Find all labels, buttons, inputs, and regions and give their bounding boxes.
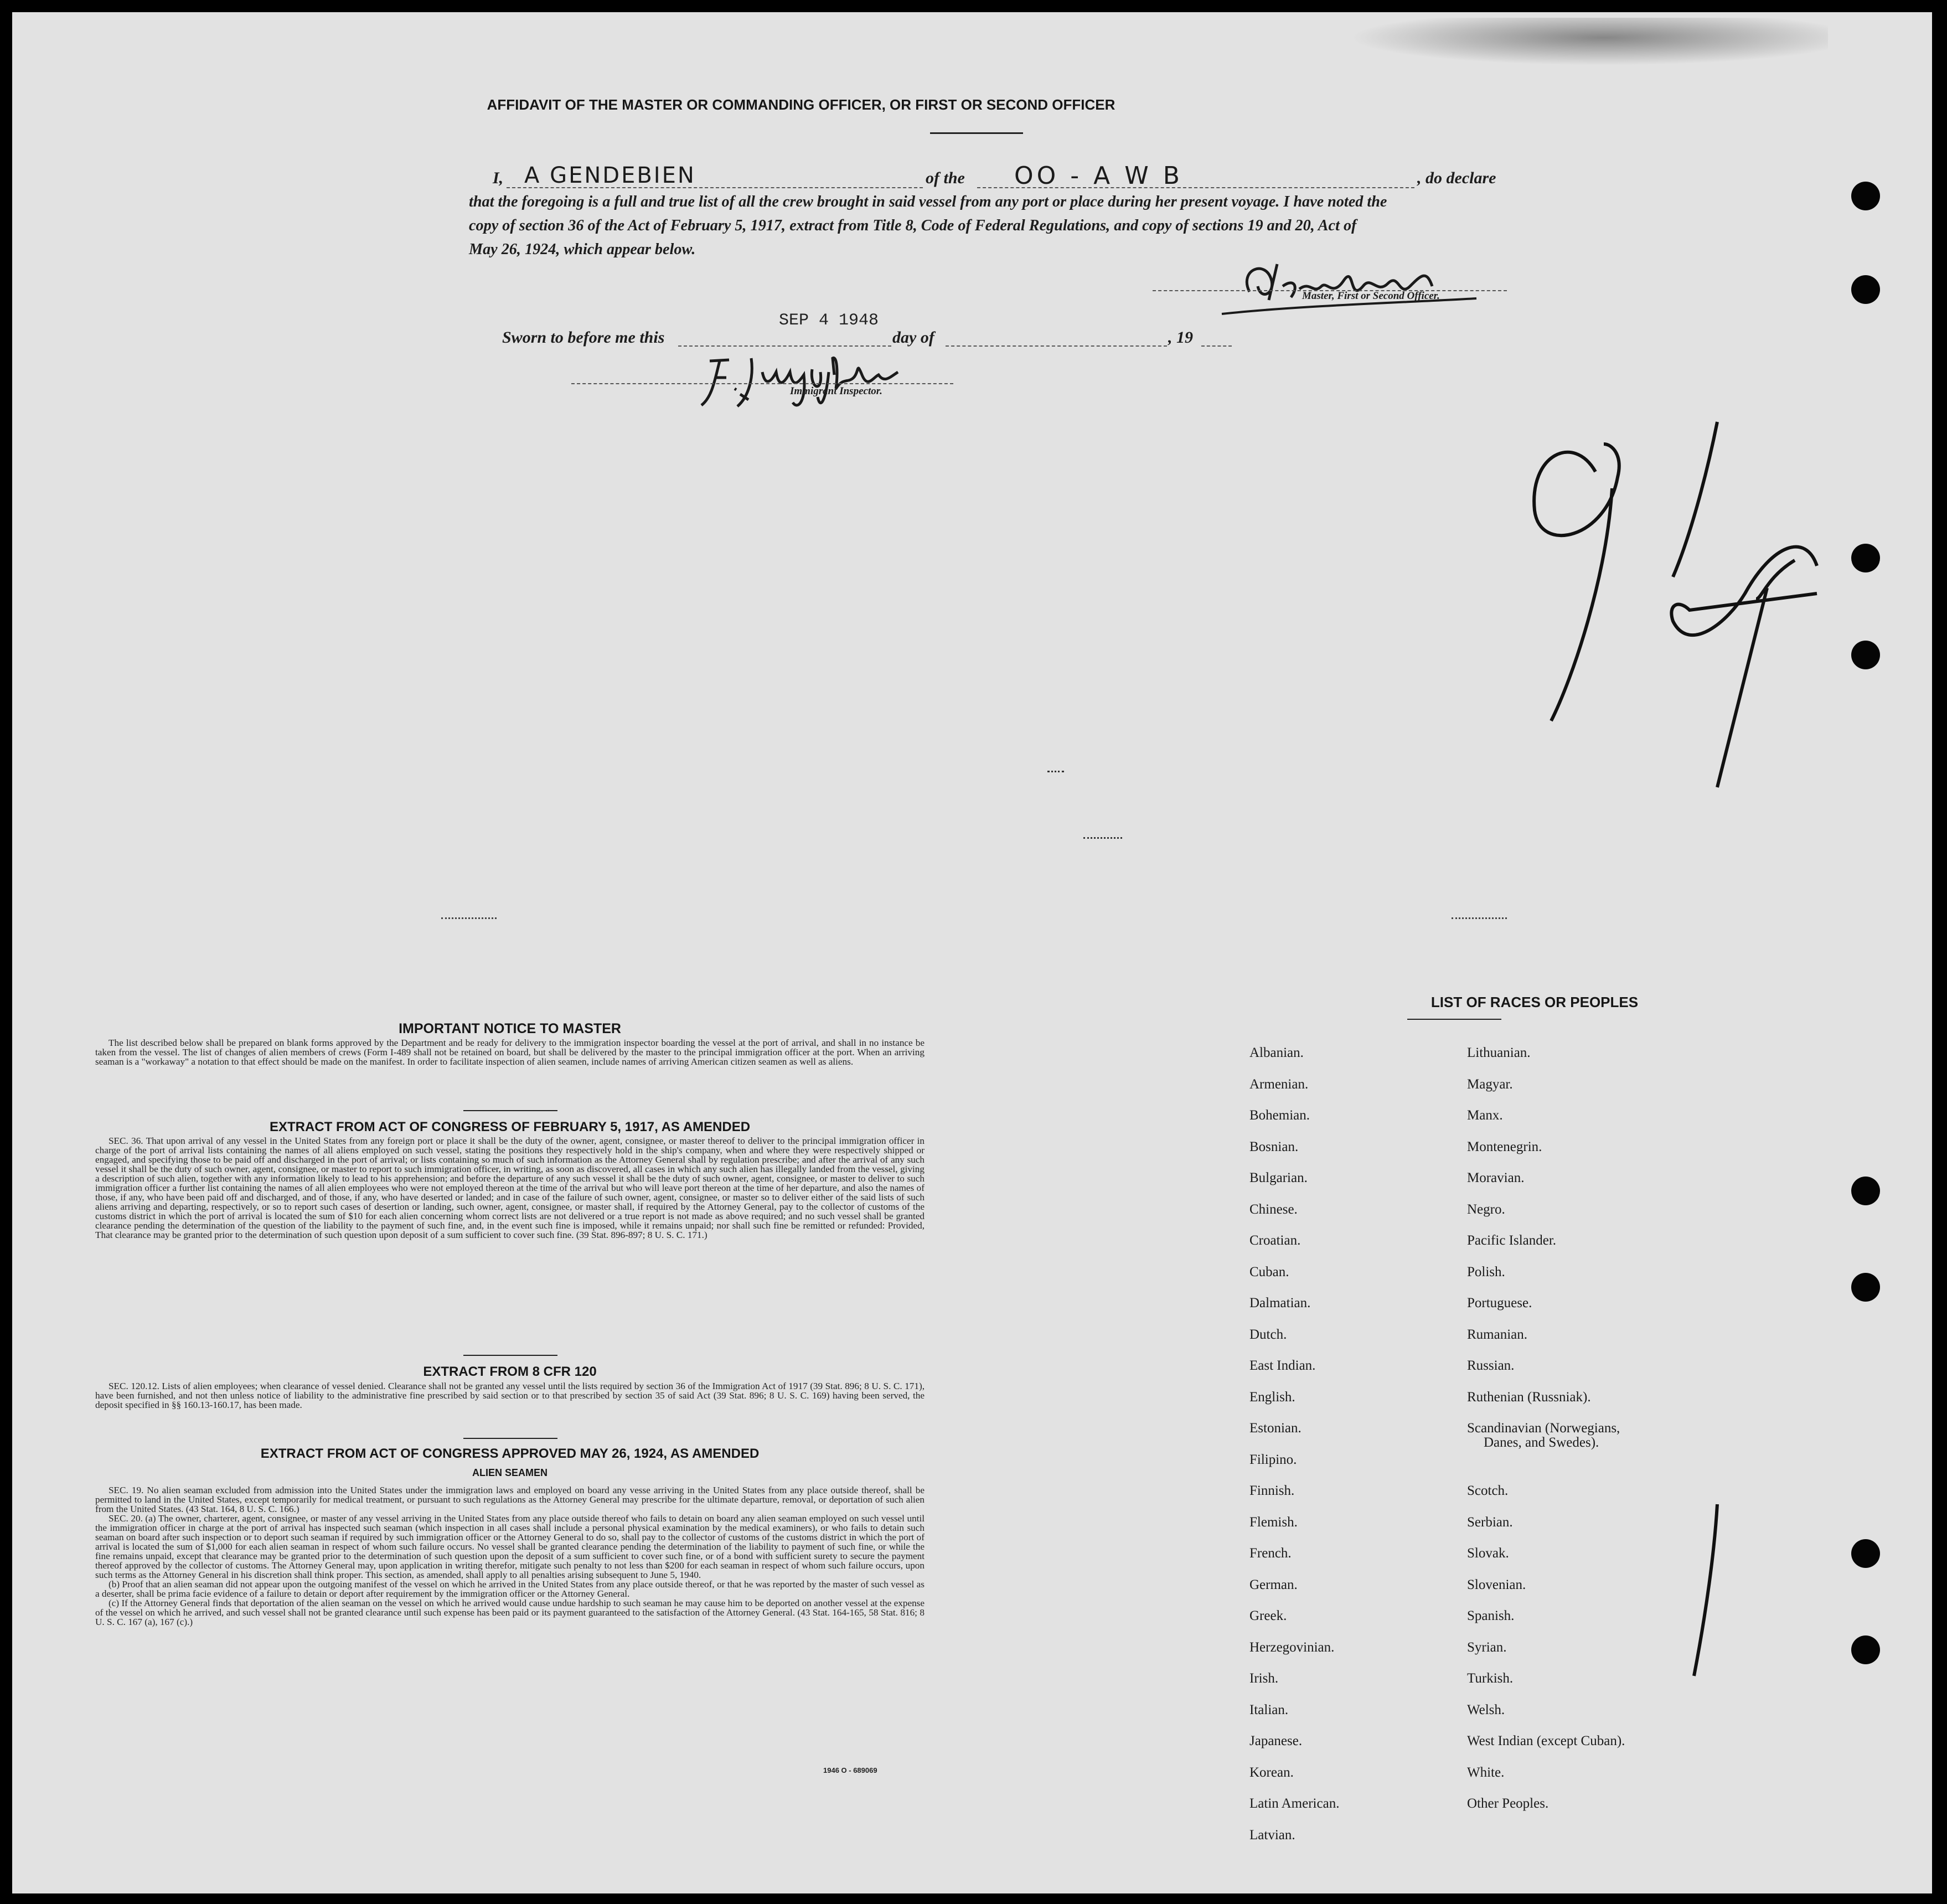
month-line [946, 328, 1167, 347]
section-rule [463, 1438, 557, 1439]
race-item: Negro. [1467, 1202, 1505, 1217]
sworn-label: Sworn to before me this [502, 328, 665, 347]
race-item: English. [1249, 1390, 1295, 1405]
extract-1924-sec20a: SEC. 20. (a) The owner, charterer, agent, consignee, or master of any vessel arriving in the United States from any place outside thereof who fails to detain on board any alien seaman employed on such vessel until the immigration officer in charge at the port of arrival has inspected such seaman (which inspection in all cases shall include a personal physical examination by the medical examiners), or who fails to detain such seaman on board after such inspection or to deport such seaman if required by such immigration officer or the Attorney General to do so, shall pay to the collector of customs of the customs district in which the port of arrival is located the sum of $1,000 for each alien seaman in respect of whom such failure occurs. No vessel shall be granted clearance pending the determination of the liability to payment of such fine, or while the fine remains unpaid, except that clearance may be granted prior to the determination of such question upon the deposit of a sum sufficient to cover such fine, or of a bond with sufficient surety to secure the payment thereof approved by the collector of customs. The Attorney General may, upon application in writing therefor, mitigate such penalty to not less than $200 for each seaman in respect of whom such failure occurs, upon such terms as the Attorney General in his discretion shall think proper. This section, as amended, shall apply to all penalties arising subsequent to June 5, 1940. [95, 1513, 925, 1580]
race-item: Slovenian. [1467, 1577, 1526, 1592]
extract-1924-title: EXTRACT FROM ACT OF CONGRESS APPROVED MAY 26, 1924, AS AMENDED [260, 1446, 760, 1461]
important-notice-text [95, 1038, 925, 1066]
punch-hole [1851, 182, 1880, 210]
officer-role-label: Master, First or Second Officer. [1302, 290, 1440, 302]
year-label: , 19 [1168, 328, 1193, 347]
punch-hole [1851, 641, 1880, 669]
section-rule [463, 1355, 557, 1356]
race-item: Armenian. [1249, 1077, 1309, 1092]
statement-line-1: that the foregoing is a full and true list of all the crew brought in said vessel from any port or place during her present voyage. I have noted the [469, 193, 1387, 210]
race-item: Dutch. [1249, 1327, 1287, 1342]
section-rule [463, 1110, 557, 1111]
race-item: Russian. [1467, 1358, 1515, 1373]
speck [441, 917, 497, 921]
punch-hole [1851, 275, 1880, 304]
scan-smudge [1330, 18, 1828, 68]
sworn-day-line [678, 328, 891, 347]
race-item: Manx. [1467, 1108, 1503, 1123]
document-page [12, 12, 1932, 1893]
important-notice-paragraph: The list described below shall be prepared on blank forms approved by the Department and be ready for delivery to the immigration inspector boarding the vessel at the port of arrival, and shall in no instance be taken from the vessel. The list of changes of alien members of crews (Form I-489 shall not be retained on board, but shall be delivered by the master to the principal immigration officer at the port. When an arriving seaman is a "workaway" a notation to that effect should be made on the manifest. In order to facilitate inspection of alien seamen, include names of arriving American citizen seamen as well as aliens. [95, 1038, 925, 1067]
speck [1047, 771, 1064, 774]
race-item: Bosnian. [1249, 1139, 1299, 1154]
extract-cfr-title: EXTRACT FROM 8 CFR 120 [423, 1364, 597, 1379]
race-item: Welsh. [1467, 1702, 1505, 1717]
extract-1917-text [95, 1136, 925, 1240]
punch-hole [1851, 1273, 1880, 1302]
race-item: Lithuanian. [1467, 1045, 1531, 1060]
extract-1924-sec20b: (b) Proof that an alien seaman did not appear upon the outgoing manifest of the vessel on which he arrived in the United States from any place outside thereof, or that he was reported by the master of such vessel as a deserter, shall be prima facie evidence of a failure to detain or deport after requirement by the immigration officer or the Attorney General. [95, 1579, 925, 1599]
races-title-rule [1407, 1019, 1501, 1020]
race-item: West Indian (except Cuban). [1467, 1733, 1625, 1748]
speck [1452, 917, 1507, 921]
race-item: Rumanian. [1467, 1327, 1528, 1342]
race-item: Polish. [1467, 1265, 1505, 1279]
race-item: Flemish. [1249, 1515, 1298, 1530]
race-item: French. [1249, 1546, 1292, 1561]
race-item: German. [1249, 1577, 1298, 1592]
punch-hole [1851, 1177, 1880, 1205]
punch-hole [1851, 544, 1880, 572]
title-rule [930, 132, 1023, 134]
extract-1917-paragraph: SEC. 36. That upon arrival of any vessel in the United States from any foreign port or place it shall be the duty of the owner, agent, consignee, or master thereof to deliver to the principal immigration officer in charge of the port of arrival lists containing the names of all aliens employed on such vessel, stating the positions they respectively hold in the ship's company, when and where they were respectively shipped or engaged, and specifying those to be paid off and discharged in the port of arrival; or lists containing so much of such information as the Attorney General shall by regulation prescribe; and after the arrival of any such vessel it shall be the duty of such owner, agent, consignee, or master to report to such immigration officer, in writing, as soon as discovered, all cases in which any such alien has illegally landed from the vessel, giving a description of such alien, together with any information likely to lead to his apprehension; and before the departure of any such vessel it shall be the duty of such owner, agent, consignee, or master to deliver to such immigration officer a further list containing the names of all alien employees who were not employed thereon at the time of the arrival but who will leave port thereon at the time of her departure, and also the names of those, if any, who have been paid off and discharged, and of those, if any, who have deserted or landed; and in case of the failure of such owner, agent, consignee, or master so to deliver either of the said lists of such aliens arriving and departing, respectively, or so to report such cases of desertion or landing, such owner, agent, consignee, or master shall, if required by the Attorney General, pay to the collector of customs of the customs district in which the port of arrival is located the sum of $10 for each alien concerning whom correct lists are not delivered or a true report is not made as above required; and no such vessel shall be granted clearance pending the determination of the question of the liability to the payment of such fine, and, in the event such fine is imposed, while it remains unpaid; nor shall such fine be remitted or refunded: Provided, That clearance may be granted prior to the determination of such question upon deposit of a sum sufficient to cover such fine. (39 Stat. 896-897; 8 U. S. C. 171.) [95, 1136, 925, 1240]
do-declare-label: , do declare [1417, 169, 1496, 187]
race-item: Syrian. [1467, 1640, 1507, 1655]
inspector-signature-line [571, 371, 953, 384]
affidavit-title: AFFIDAVIT OF THE MASTER OR COMMANDING OFFICER, OR FIRST OR SECOND OFFICER [487, 96, 1115, 113]
race-item: Bulgarian. [1249, 1170, 1308, 1185]
race-item: Latvian. [1249, 1828, 1295, 1843]
races-left-column [1249, 1045, 1449, 1854]
inspector-role-label: Immigrant Inspector. [790, 385, 882, 397]
extract-1924-sec19: SEC. 19. No alien seaman excluded from admission into the United States under the immigration laws and employed on board any vesse arriving in the United States from any place outside thereof, shall be permitted to land in the United States, except temporarily for medical treatment, or pursuant to such regulations as the Attorney General may prescribe for the ultimate departure, removal, or deportation of such alien from the United States. (43 Stat. 164, 8 U. S. C. 166.) [95, 1485, 925, 1514]
vessel-name: OO - A W B [1014, 162, 1183, 190]
print-code: 1946 O - 689069 [823, 1766, 877, 1774]
race-item: Scotch. [1467, 1483, 1509, 1498]
race-item: Moravian. [1467, 1170, 1525, 1185]
race-item: Korean. [1249, 1765, 1294, 1780]
extract-cfr-text [95, 1381, 925, 1410]
race-item: White. [1467, 1765, 1505, 1780]
race-item: Herzegovinian. [1249, 1640, 1335, 1655]
important-notice-title: IMPORTANT NOTICE TO MASTER [399, 1021, 621, 1036]
race-item: Slovak. [1467, 1546, 1509, 1561]
punch-hole [1851, 1539, 1880, 1568]
race-item: Chinese. [1249, 1202, 1298, 1217]
race-item: East Indian. [1249, 1358, 1316, 1373]
race-item: Ruthenian (Russniak). [1467, 1390, 1591, 1405]
race-item: Pacific Islander. [1467, 1233, 1557, 1248]
extract-1924-text [95, 1485, 925, 1627]
race-item: Albanian. [1249, 1045, 1304, 1060]
i-label: I, [493, 169, 504, 187]
race-item: Portuguese. [1467, 1296, 1532, 1310]
race-item: Magyar. [1467, 1077, 1513, 1092]
master-signature-line [1153, 277, 1507, 291]
race-item: Japanese. [1249, 1733, 1303, 1748]
extract-1917-title: EXTRACT FROM ACT OF CONGRESS OF FEBRUARY 5, 1917, AS AMENDED [269, 1119, 751, 1134]
extract-1924-subtitle: ALIEN SEAMEN [472, 1467, 548, 1478]
race-item: Croatian. [1249, 1233, 1301, 1248]
statement-line-3: May 26, 1924, which appear below. [469, 241, 696, 258]
year-line [1201, 328, 1232, 347]
punch-hole [1851, 1635, 1880, 1664]
race-item: Filipino. [1249, 1452, 1297, 1467]
race-item: Dalmatian. [1249, 1296, 1311, 1310]
of-the-label: of the [926, 169, 965, 187]
race-item: Italian. [1249, 1702, 1289, 1717]
race-item: Spanish. [1467, 1608, 1515, 1623]
race-item: Estonian. [1249, 1421, 1302, 1436]
day-of-label: day of [892, 328, 934, 347]
race-item: Finnish. [1249, 1483, 1295, 1498]
statement-line-2: copy of section 36 of the Act of February 5, 1917, extract from Title 8, Code of Federal Regulations, and copy of sections 19 and 20, Act of [469, 217, 1357, 234]
handwritten-number-9-4 [1507, 411, 1850, 798]
race-item: Irish. [1249, 1671, 1279, 1686]
race-item: Cuban. [1249, 1265, 1289, 1279]
sworn-date-stamp: SEP 4 1948 [779, 311, 879, 330]
race-item: Other Peoples. [1467, 1796, 1549, 1811]
officer-name: A GENDEBIEN [524, 163, 696, 188]
race-item: Scandinavian (Norwegians, [1467, 1421, 1620, 1436]
race-item: Bohemian. [1249, 1108, 1310, 1123]
race-item: Latin American. [1249, 1796, 1340, 1811]
race-item: Serbian. [1467, 1515, 1513, 1530]
race-item: Turkish. [1467, 1671, 1514, 1686]
extract-cfr-paragraph: SEC. 120.12. Lists of alien employees; when clearance of vessel denied. Clearance shall not be granted any vessel until the lists required by section 36 of the Immigration Act of 1917 (39 Stat. 896; 8 U. S. C. 171), have been furnished, and not then unless notice of liability to the administrative fine prescribed by said section or to that prescribed by section 35 of said Act (39 Stat. 896; 8 U. S. C. 169) having been served, the deposit specified in §§ 160.13-160.17, has been made. [95, 1381, 925, 1410]
race-item: Greek. [1249, 1608, 1287, 1623]
race-item: Montenegrin. [1467, 1139, 1542, 1154]
extract-1924-sec20c: (c) If the Attorney General finds that deportation of the alien seaman on the vessel on which he arrived would cause undue hardship to such seaman he may cause him to be deported on another vessel at the expense of the vessel on which he arrived, and such vessel shall not be granted clearance until such expense has been paid or its payment guaranteed to the satisfaction of the Attorney General. (43 Stat. 164-165, 58 Stat. 816; 8 U. S. C. 167 (a), 167 (c).) [95, 1598, 925, 1627]
races-title: LIST OF RACES OR PEOPLES [1430, 994, 1639, 1010]
speck [1083, 837, 1122, 840]
race-item: Danes, and Swedes). [1484, 1435, 1599, 1450]
races-right-column [1467, 1045, 1733, 1820]
